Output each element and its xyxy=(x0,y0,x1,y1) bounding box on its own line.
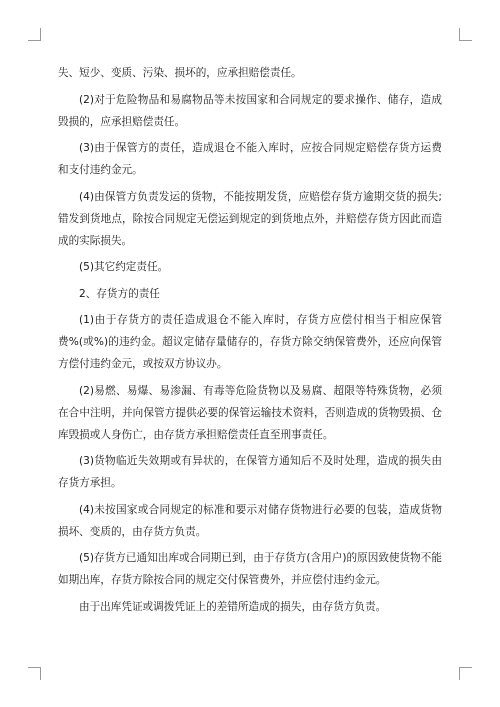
paragraph: 失、短少、变质、污染、损坏的，应承担赔偿责任。 xyxy=(58,67,302,79)
paragraph: (5)存货方已通知出库或合同期已到，由于存货方(含用户)的原因致使货物不能如期出库，存货方除按合同的规定交付保管费外，并应偿付违约金元。 xyxy=(58,552,442,586)
crop-mark-bottom-left xyxy=(28,667,41,680)
paragraph: (4)由保管方负责发运的货物，不能按期发货，应赔偿存货方逾期交货的损失;错发到货地点，除按合同规定无偿运到规定的到货地点外，并赔偿存货方因此而造成的实际损失。 xyxy=(58,190,442,247)
paragraph: (2)对于危险物品和易腐物品等未按国家和合同规定的要求操作、储存，造成毁损的，应承担赔偿责任。 xyxy=(58,93,442,128)
paragraph: (2)易燃、易爆、易渗漏、有毒等危险货物以及易腐、超限等特殊货物，必须在合中注明，并向保管方提供必要的保管运输技术资料，否则造成的货物毁损、仓库毁损或人身伤亡，由存货方承担赔偿责任直至刑事责任。 xyxy=(58,384,442,441)
document-body xyxy=(58,62,442,622)
paragraph: (3)由于保管方的责任，造成退仓不能入库时，应按合同规定赔偿存货方运费和支付违约金元。 xyxy=(58,142,442,176)
section-heading: 2、存货方的责任 xyxy=(79,287,160,300)
paragraph: 由于出库凭证或调拨凭证上的差错所造成的损失，由存货方负责。 xyxy=(79,600,387,613)
paragraph: (5)其它约定责任。 xyxy=(79,261,169,273)
crop-mark-top-right xyxy=(459,28,472,41)
crop-mark-bottom-right xyxy=(459,667,472,680)
paragraph: (3)货物临近失效期或有异状的，在保管方通知后不及时处理，造成的损失由存货方承担。 xyxy=(58,455,442,489)
paragraph: (4)未按国家或合同规定的标准和要示对储存货物进行必要的包装，造成货物损坏、变质的，由存货方负责。 xyxy=(58,503,442,538)
paragraph: (1)由于存货方的责任造成退仓不能入库时，存货方应偿付相当于相应保管费%(或%)的违约金。超议定储存量储存的，存货方除交纳保管费外，还应向保管方偿付违约金元，或按双方协议办。 xyxy=(58,314,442,370)
crop-mark-top-left xyxy=(28,28,41,41)
